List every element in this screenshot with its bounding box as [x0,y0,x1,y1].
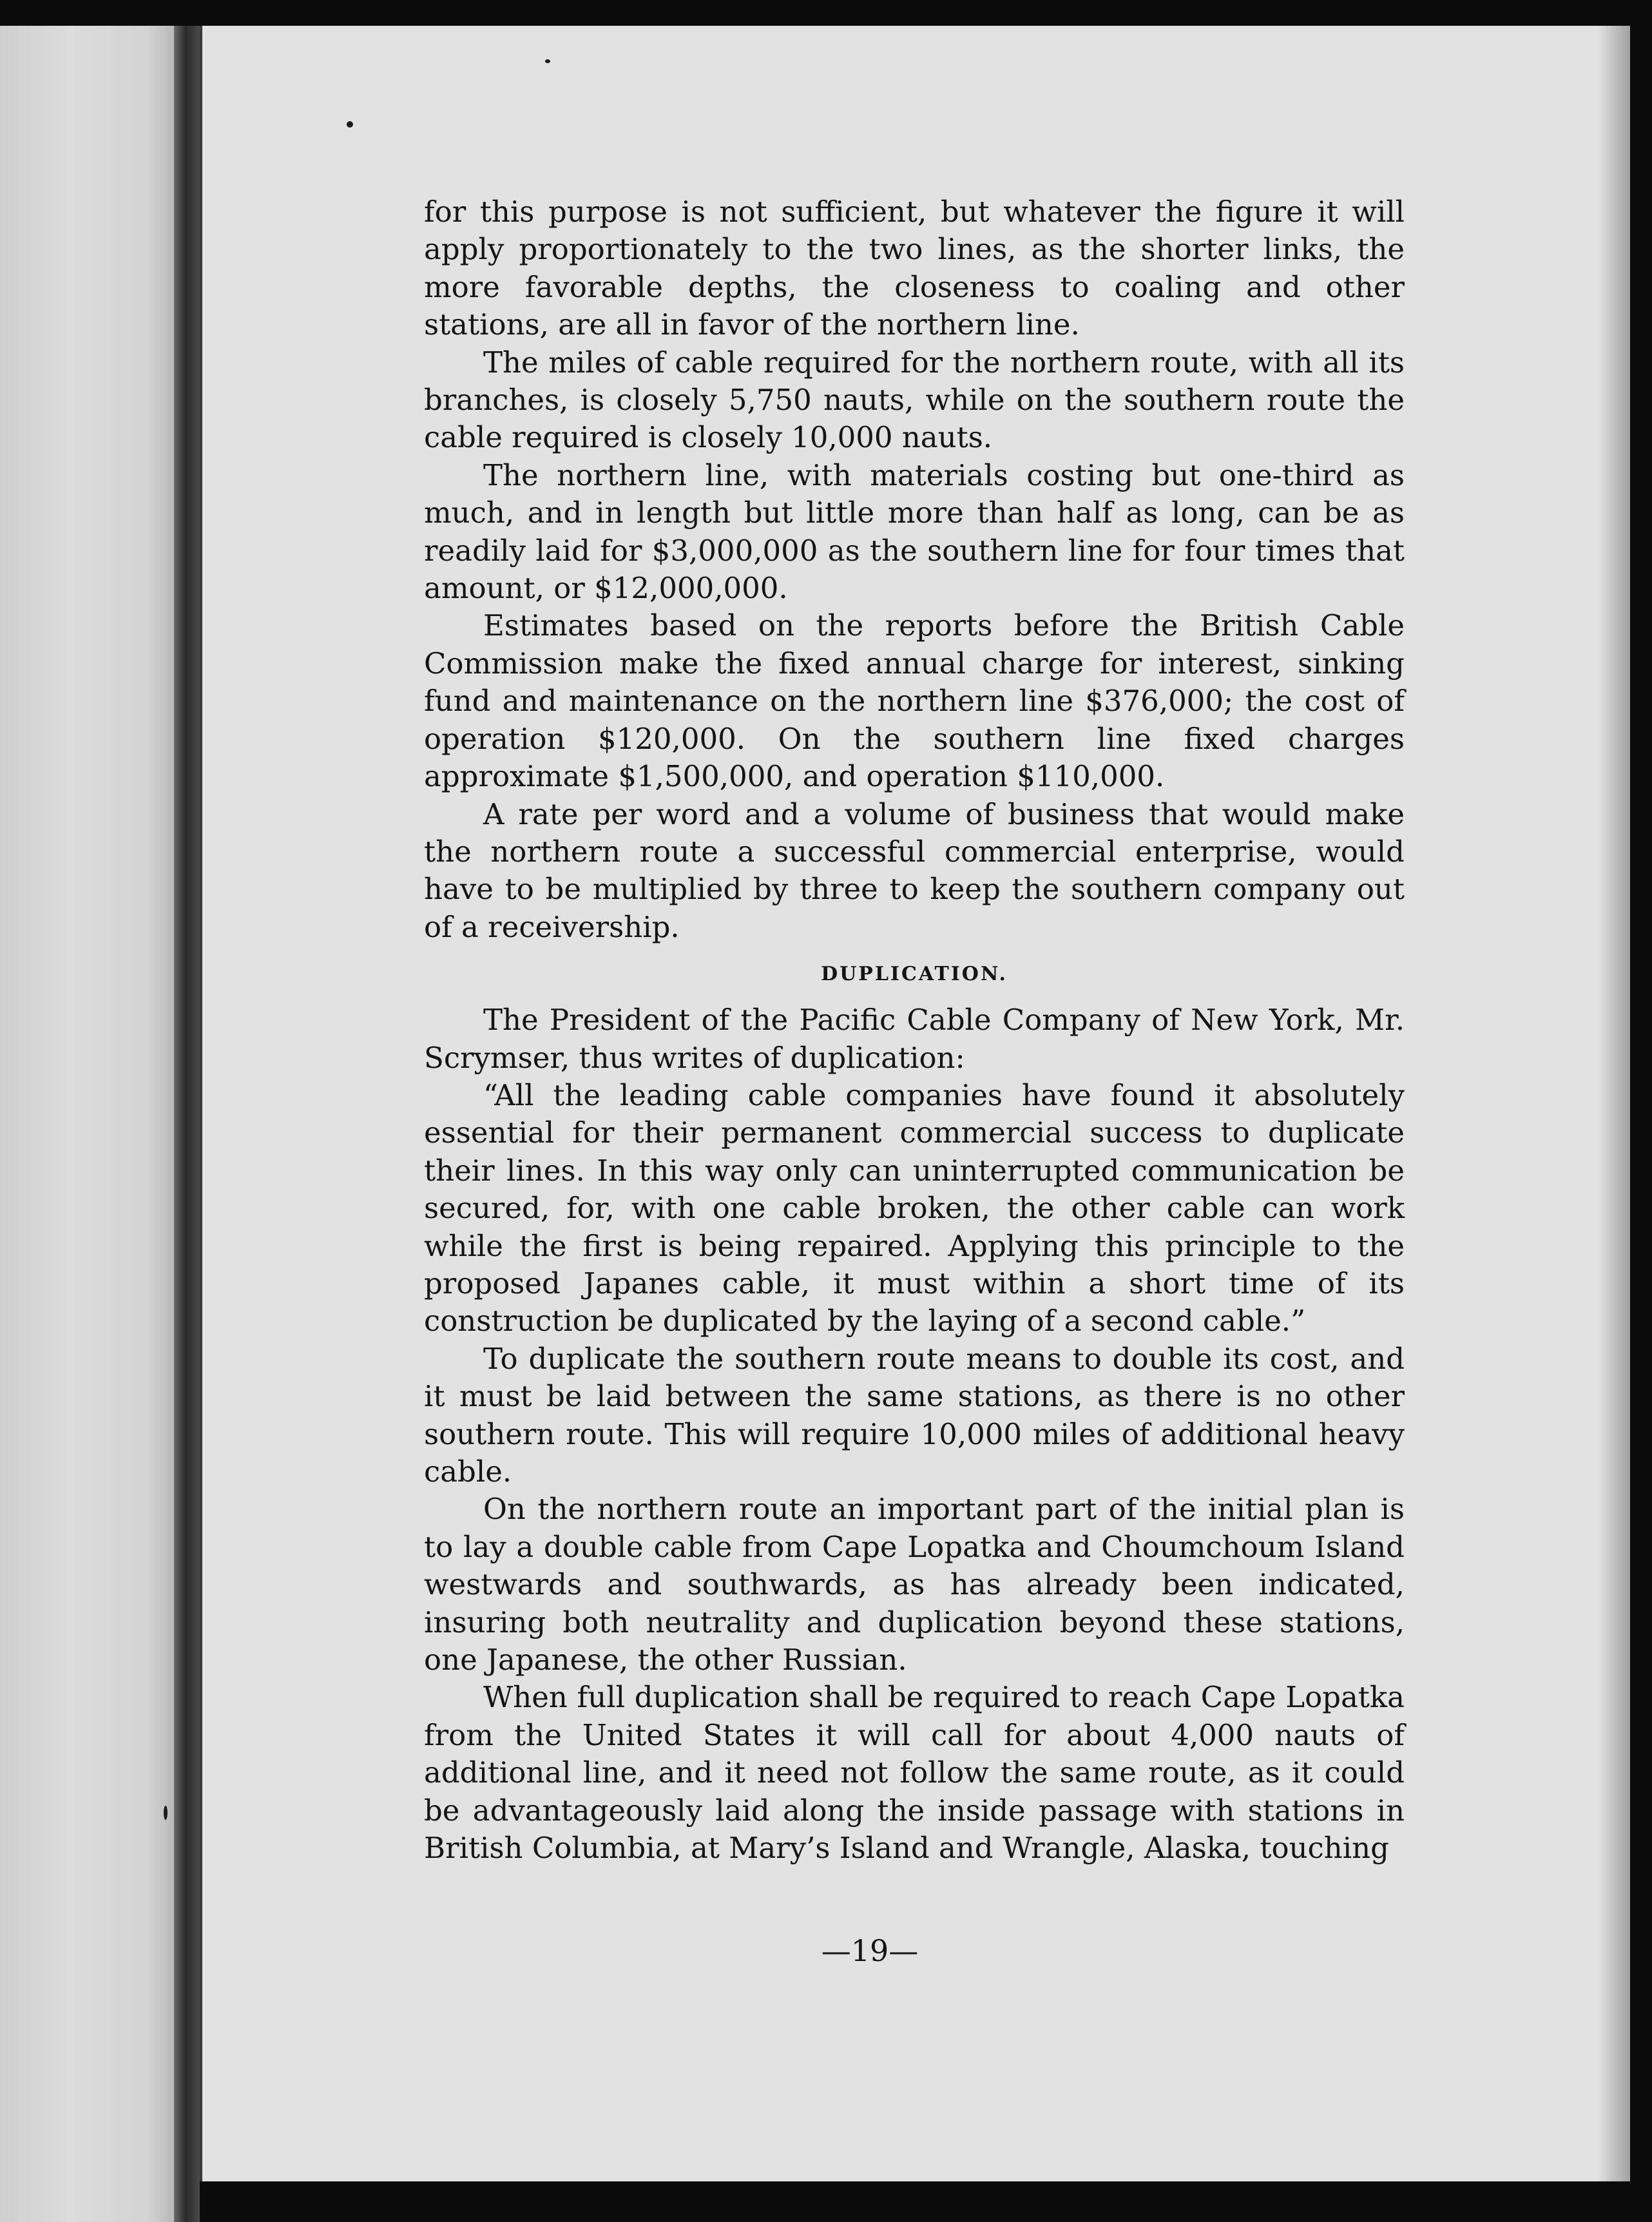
left-page-edge [0,26,174,2222]
section-heading: DUPLICATION. [821,963,1008,986]
paragraph: A rate per word and a volume of business that would make the northern route a successful commercial enterprise, would have to be multiplied by three to keep the southern company out of a receivership. [424,797,1405,944]
paragraph: The President of the Pacific Cable Company of New York, Mr. Scrymser, thus writes of duplication: [424,1003,1405,1075]
scan-speck [347,121,353,128]
book-gutter [174,26,200,2222]
body-text [424,193,1405,1867]
quoted-paragraph: “All the leading cable companies have found it absolutely essential for their permanent commercial success to duplicate their lines. In this way only can uninterrupted communication be secured, for, with one cable broken, the other cable can work while the first is being repaired. Applying this principle to the proposed Japanes cable, it must within a short time of its construction be duplicated by the laying of a second cable.” [424,1077,1405,1338]
paragraph: Estimates based on the reports before the British Cable Commission make the fixed annual charge for interest, sinking fund and maintenance on the northern line $376,000; the cost of operation $120,000. On the southern line fixed charges approximate $1,500,000, and operation $110,000. [424,608,1405,794]
page-number: —19— [821,1933,919,1968]
paragraph: The northern line, with materials costing but one-third as much, and in length but little more than half as long, can be as readily laid for $3,000,000 as the southern line for four times that amount, or $12,000,000. [424,458,1405,606]
page-bottom-border [200,2181,1630,2222]
paragraph: On the northern route an important part of the initial plan is to lay a double cable from Cape Lopatka and Choumchoum Island westwards and southwards, as has already been indicated, insuring both neutrality and duplication beyond these stations, one Japanese, the other Russian. [424,1492,1405,1677]
scan-speck [545,59,550,63]
paragraph: for this purpose is not sufficient, but whatever the figure it will apply proportionately to the two lines, as the shorter links, the more favorable depths, the closeness to coaling and other stations, are all in favor of the northern line. [424,195,1405,342]
scan-speck [164,1806,168,1820]
paragraph: To duplicate the southern route means to double its cost, and it must be laid between the same stations, as there is no other southern route. This will require 10,000 miles of additional heavy cable. [424,1341,1405,1489]
paragraph: When full duplication shall be required to reach Cape Lopatka from the United States it will call for about 4,000 nauts of additional line, and it need not follow the same route, as it could be advantageously laid along the inside passage with stations in British Columbia, at Mary’s Island and Wrangle, Alaska, touching [424,1680,1405,1866]
paragraph: The miles of cable required for the northern route, with all its branches, is closely 5,750 nauts, while on the southern route the cable required is closely 10,000 nauts. [424,345,1405,455]
page-edge-shadow [1598,26,1630,2181]
